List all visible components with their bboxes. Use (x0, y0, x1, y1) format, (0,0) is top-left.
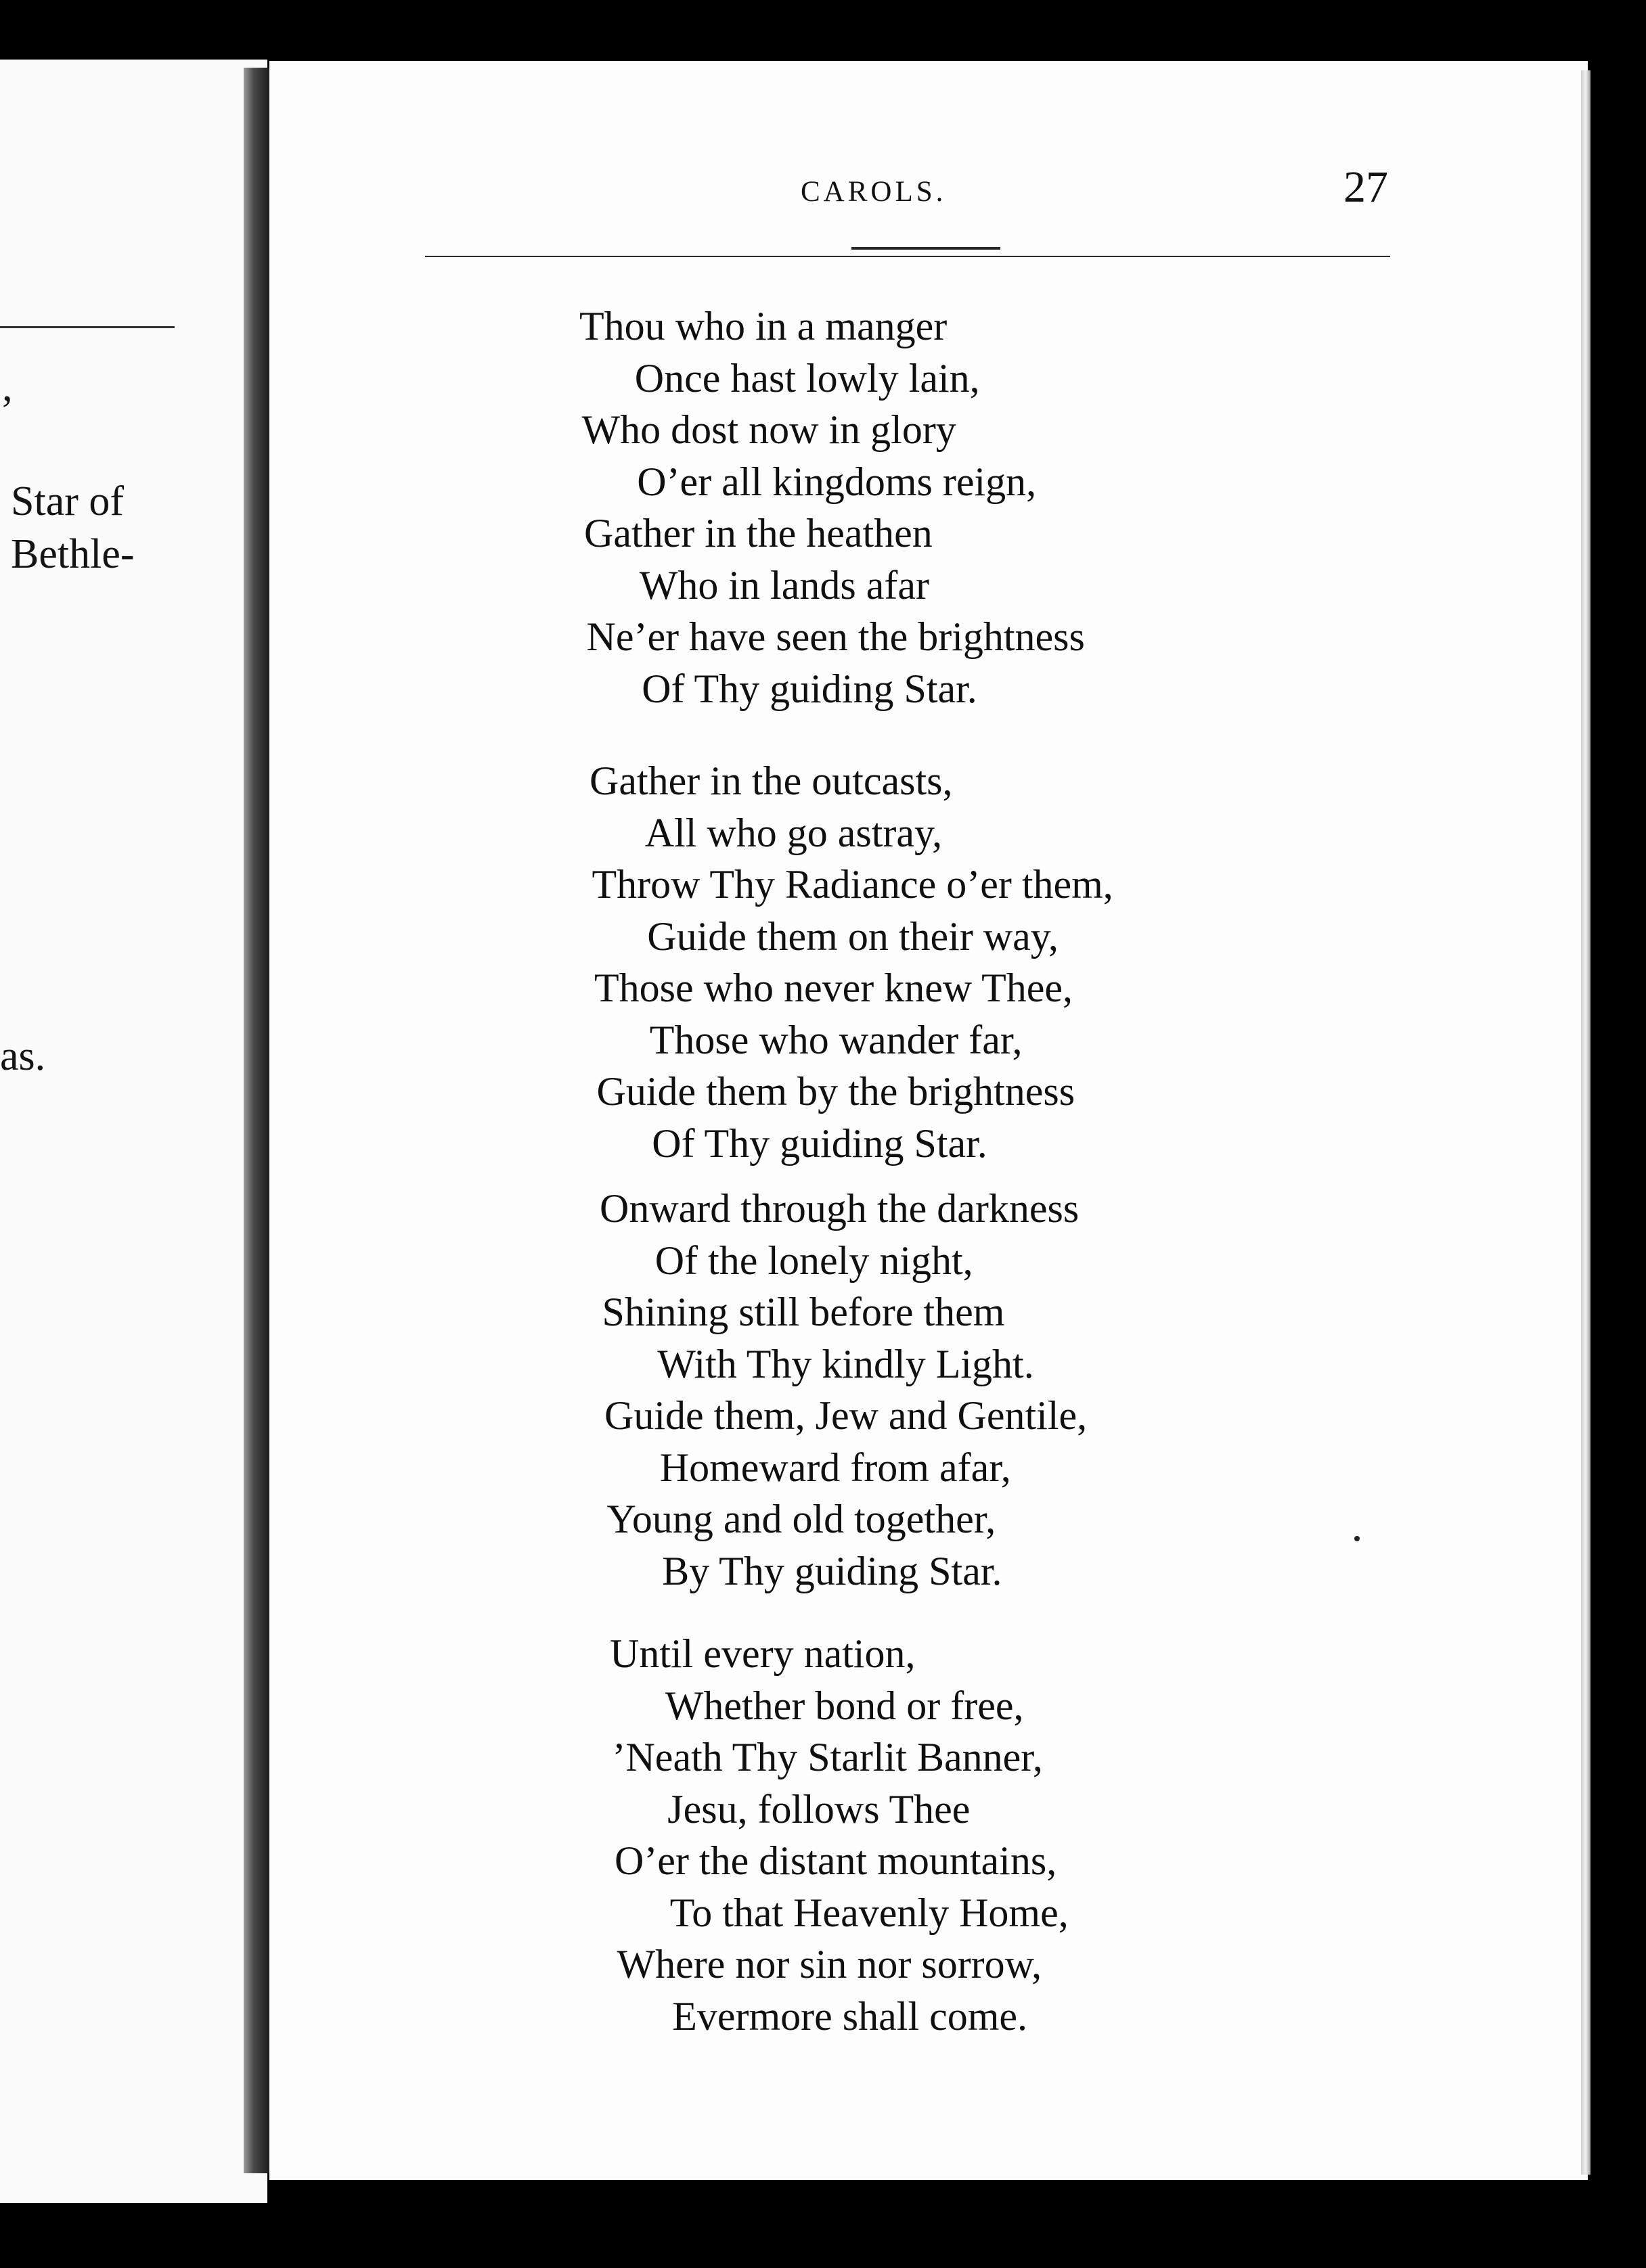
previous-page-fragment: Bethle- (11, 531, 135, 577)
ink-speck (1354, 1536, 1360, 1541)
poem-line: All who go astray, (644, 810, 943, 855)
poem-line: Until every nation, (610, 1631, 916, 1676)
poem-line: Of the lonely night, (654, 1238, 973, 1283)
poem-line: Onward through the darkness (600, 1186, 1080, 1231)
poem-line: Guide them, Jew and Gentile, (604, 1393, 1088, 1438)
poem-line: ’Neath Thy Starlit Banner, (612, 1735, 1043, 1779)
running-title: CAROLS. (801, 176, 947, 208)
poem-line: Gather in the outcasts, (590, 758, 953, 803)
poem-line: Young and old together, (606, 1497, 996, 1541)
poem-line: With Thy kindly Light. (657, 1341, 1034, 1386)
poem-line: Gather in the heathen (584, 511, 933, 555)
poem-line: Throw Thy Radiance o’er them, (592, 862, 1113, 907)
poem-line: Thou who in a manger (579, 304, 948, 348)
poem-line: Evermore shall come. (672, 1993, 1028, 2039)
previous-page-fragment: as. (0, 1033, 46, 1079)
poem-line: Guide them on their way, (647, 913, 1059, 959)
poem-line: O’er all kingdoms reign, (637, 459, 1037, 504)
poem-line: Who in lands afar (639, 562, 929, 608)
poem-line: Homeward from afar, (659, 1445, 1011, 1490)
poem-line: O’er the distant mountains, (615, 1838, 1057, 1883)
poem-line: Those who wander far, (649, 1017, 1023, 1062)
poem-line: Once hast lowly lain, (634, 355, 980, 401)
poem-line: Whether bond or free, (665, 1683, 1024, 1728)
poem-line: Guide them by the brightness (596, 1069, 1075, 1114)
page-number: 27 (1343, 162, 1388, 212)
poem-line: Jesu, follows Thee (667, 1786, 971, 1832)
previous-page-fragment: ’ (0, 388, 14, 434)
poem-line: Those who never knew Thee, (594, 966, 1073, 1010)
poem-line: Who dost now in glory (581, 407, 956, 452)
poem-line: To that Heavenly Home, (669, 1890, 1069, 1935)
poem-line: By Thy guiding Star. (662, 1548, 1002, 1593)
poem-line: Where nor sin nor sorrow, (617, 1942, 1042, 1987)
poem-line: Shining still before them (602, 1290, 1005, 1334)
poem-line: Of Thy guiding Star. (652, 1120, 987, 1166)
poem-line: Ne’er have seen the brightness (586, 614, 1085, 659)
poem-line: Of Thy guiding Star. (642, 666, 977, 711)
previous-page-fragment: Star of (11, 478, 125, 524)
